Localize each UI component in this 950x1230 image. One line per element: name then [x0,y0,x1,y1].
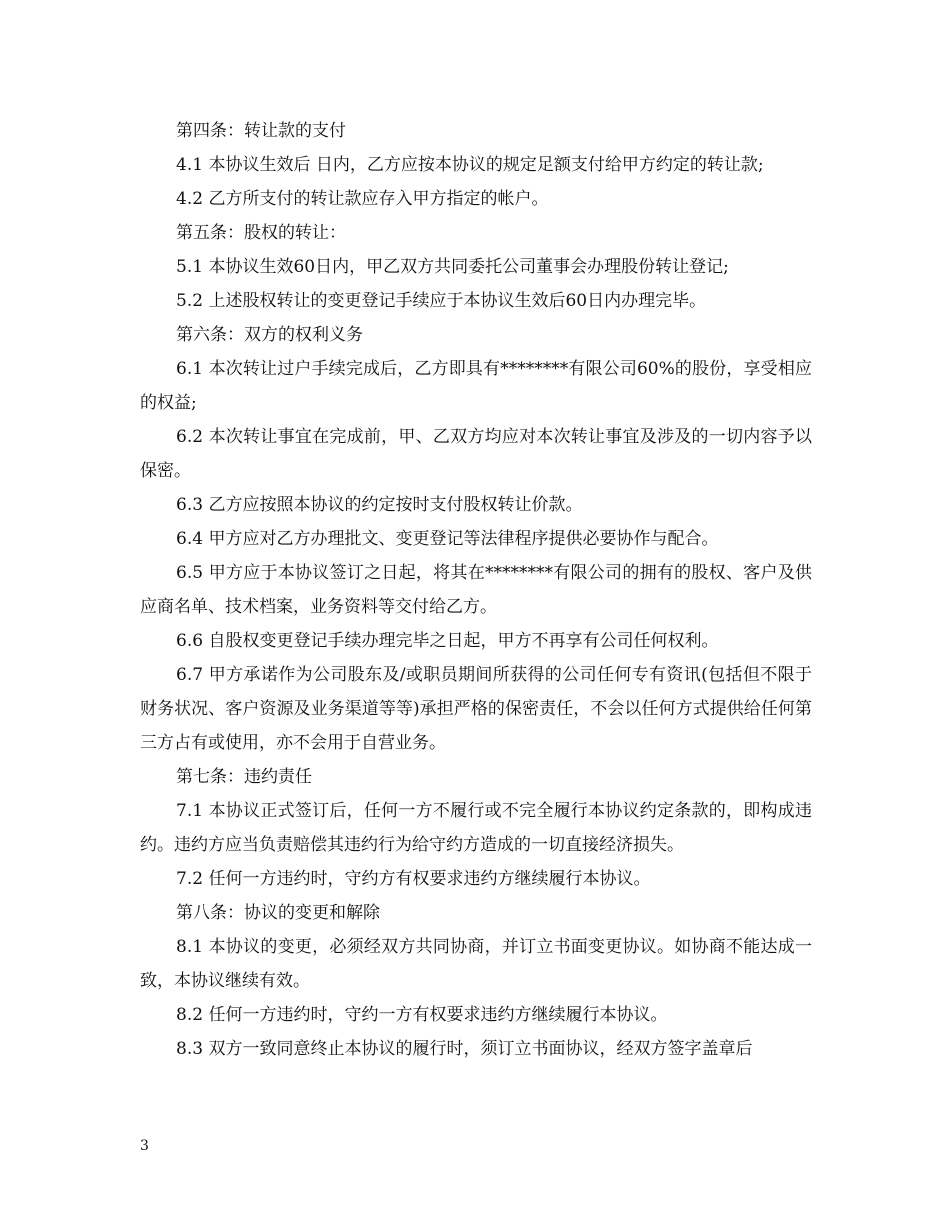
heading-article-8: 第八条：协议的变更和解除 [176,903,380,923]
clause-6-2: 6.2 本次转让事宜在完成前，甲、乙双方均应对本次转让事宜及涉及的一切内容予以保密。 [140,427,812,481]
clause-6-6: 6.6 自股权变更登记手续办理完毕之日起，甲方不再享有公司任何权利。 [176,631,719,651]
clause-6-4: 6.4 甲方应对乙方办理批文、变更登记等法律程序提供必要协作与配合。 [176,529,719,549]
heading-article-7: 第七条：违约责任 [176,767,312,787]
clause-5-2: 5.2 上述股权转让的变更登记手续应于本协议生效后60日内办理完毕。 [176,291,707,311]
heading-article-5: 第五条：股权的转让： [176,223,346,243]
clause-8-2: 8.2 任何一方违约时，守约一方有权要求违约方继续履行本协议。 [176,1005,668,1025]
clause-5-1: 5.1 本协议生效60日内，甲乙双方共同委托公司董事会办理股份转让登记; [176,257,729,277]
clause-6-3: 6.3 乙方应按照本协议的约定按时支付股权转让价款。 [176,495,583,515]
clause-6-1: 6.1 本次转让过户手续完成后，乙方即具有********有限公司60%的股份，享受相应的权益; [140,359,812,413]
clause-4-1: 4.1 本协议生效后 日内，乙方应按本协议的规定足额支付给甲方约定的转让款; [176,155,764,175]
document-body [140,114,812,1066]
heading-article-4: 第四条：转让款的支付 [176,121,346,141]
clause-8-3: 8.3 双方一致同意终止本协议的履行时，须订立书面协议，经双方签字盖章后 [176,1039,753,1059]
heading-article-6: 第六条：双方的权利义务 [176,325,363,345]
page-number: 3 [140,1138,149,1154]
clause-4-2: 4.2 乙方所支付的转让款应存入甲方指定的帐户。 [176,189,549,209]
clause-7-1: 7.1 本协议正式签订后，任何一方不履行或不完全履行本协议约定条款的，即构成违约。违约方应当负责赔偿其违约行为给守约方造成的一切直接经济损失。 [140,801,812,855]
clause-6-7: 6.7 甲方承诺作为公司股东及/或职员期间所获得的公司任何专有资讯(包括但不限于财务状况、客户资源及业务渠道等等)承担严格的保密责任，不会以任何方式提供给任何第三方占有或使用，亦不会用于自营业务。 [140,665,812,753]
clause-6-5: 6.5 甲方应于本协议签订之日起，将其在********有限公司的拥有的股权、客户及供应商名单、技术档案，业务资料等交付给乙方。 [140,563,812,617]
clause-7-2: 7.2 任何一方违约时，守约方有权要求违约方继续履行本协议。 [176,869,651,889]
clause-8-1: 8.1 本协议的变更，必须经双方共同协商，并订立书面变更协议。如协商不能达成一致，本协议继续有效。 [140,937,812,991]
